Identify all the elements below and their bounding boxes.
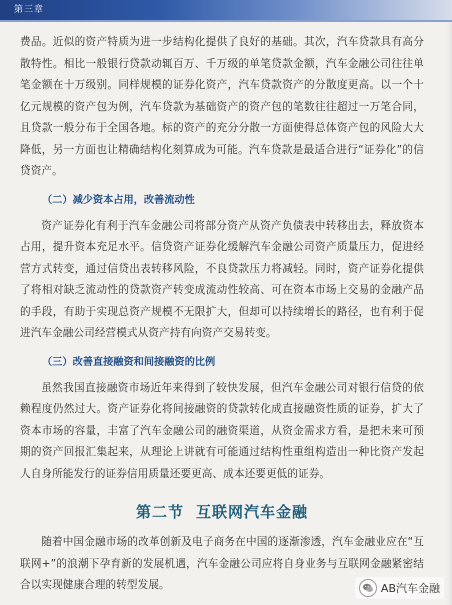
chapter-label: 第三章 xyxy=(14,5,45,15)
page-content xyxy=(20,32,424,597)
watermark xyxy=(355,577,444,599)
paragraph-1: 费品。近似的资产特质为进一步结构化提供了良好的基础。其次，汽车贷款具有高分散特性。相比一般银行贷款动辄百万、千万级的单笔贷款金额，汽车金融公司往往单笔金额在十万级别。同样规模的证券化资产，汽车贷款资产的分散度更高。以一个十亿元规模的资产包为例，汽车贷款为基础资产的资产包的笔数往往超过一万笔合同，且贷款一般分布于全国各地。标的资产的充分分散一方面使得总体资产包的风险大大降低，另一方面也让精确结构化刻算成为可能。汽车贷款是最适合进行“证券化”的信贷资产。 xyxy=(20,36,424,177)
subheading-3-text: 改善直接融资和间接融资的比例 xyxy=(72,356,216,368)
paragraph-4: 随着中国金融市场的改革创新及电子商务在中国的逐渐渗透，汽车金融业应在“互联网+”的浪潮下孕育新的发展机遇，汽车金融公司应将自身业务与互联网金融紧密结合以实现健康合理的转型发展。 xyxy=(20,536,424,591)
watermark-text: AB汽车金融 xyxy=(380,582,440,595)
paragraph-3: 虽然我国直接融资市场近年来得到了较快发展，但汽车金融公司对银行信贷的依赖程度仍然过大。资产证券化将间接融资的贷款转化成直接融资性质的证券，扩大了资本市场的容量，丰富了汽车金融公司的融资渠道，从资金需求方看，是把未来可预期的资产回报汇集起来，从理论上讲就有可能通过结构性重组构造出一种比资产发起人自身所能发行的证券信用质量还要更高、成本还要更低的证券。 xyxy=(20,381,424,480)
subheading-2-text: 减少资本占用，改善流动性 xyxy=(72,194,195,206)
chapter-header-bar xyxy=(0,0,452,20)
section-title xyxy=(20,501,424,522)
subheading-2-number: （二） xyxy=(42,194,73,206)
subheading-3-number: （三） xyxy=(42,356,73,368)
subheading-3 xyxy=(42,354,424,372)
paragraph-2: 资产证券化有利于汽车金融公司将部分资产从资产负债表中转移出去，释放资本占用，提升资本充足水平。信贷资产证券化缓解汽车金融公司资产质量压力，促进经营方式转变，通过信贷出表转移风险，不良贷款压力将减轻。同时，资产证券化提供了将相对缺乏流动性的贷款资产转变成流动性较高、可在资本市场上交易的金融产品的手段，有助于实现总资产规模不无限扩大，但却可以持续增长的路径，也有利于促进汽车金融公司经营模式从资产持有向资产交易转变。 xyxy=(20,219,424,339)
header-rule xyxy=(0,20,452,22)
subheading-2 xyxy=(42,192,424,210)
page-edge-shadow xyxy=(446,22,452,605)
wechat-icon xyxy=(359,579,377,597)
section-title-text: 互联网汽车金融 xyxy=(196,503,309,521)
section-number: 第二节 xyxy=(135,503,184,521)
